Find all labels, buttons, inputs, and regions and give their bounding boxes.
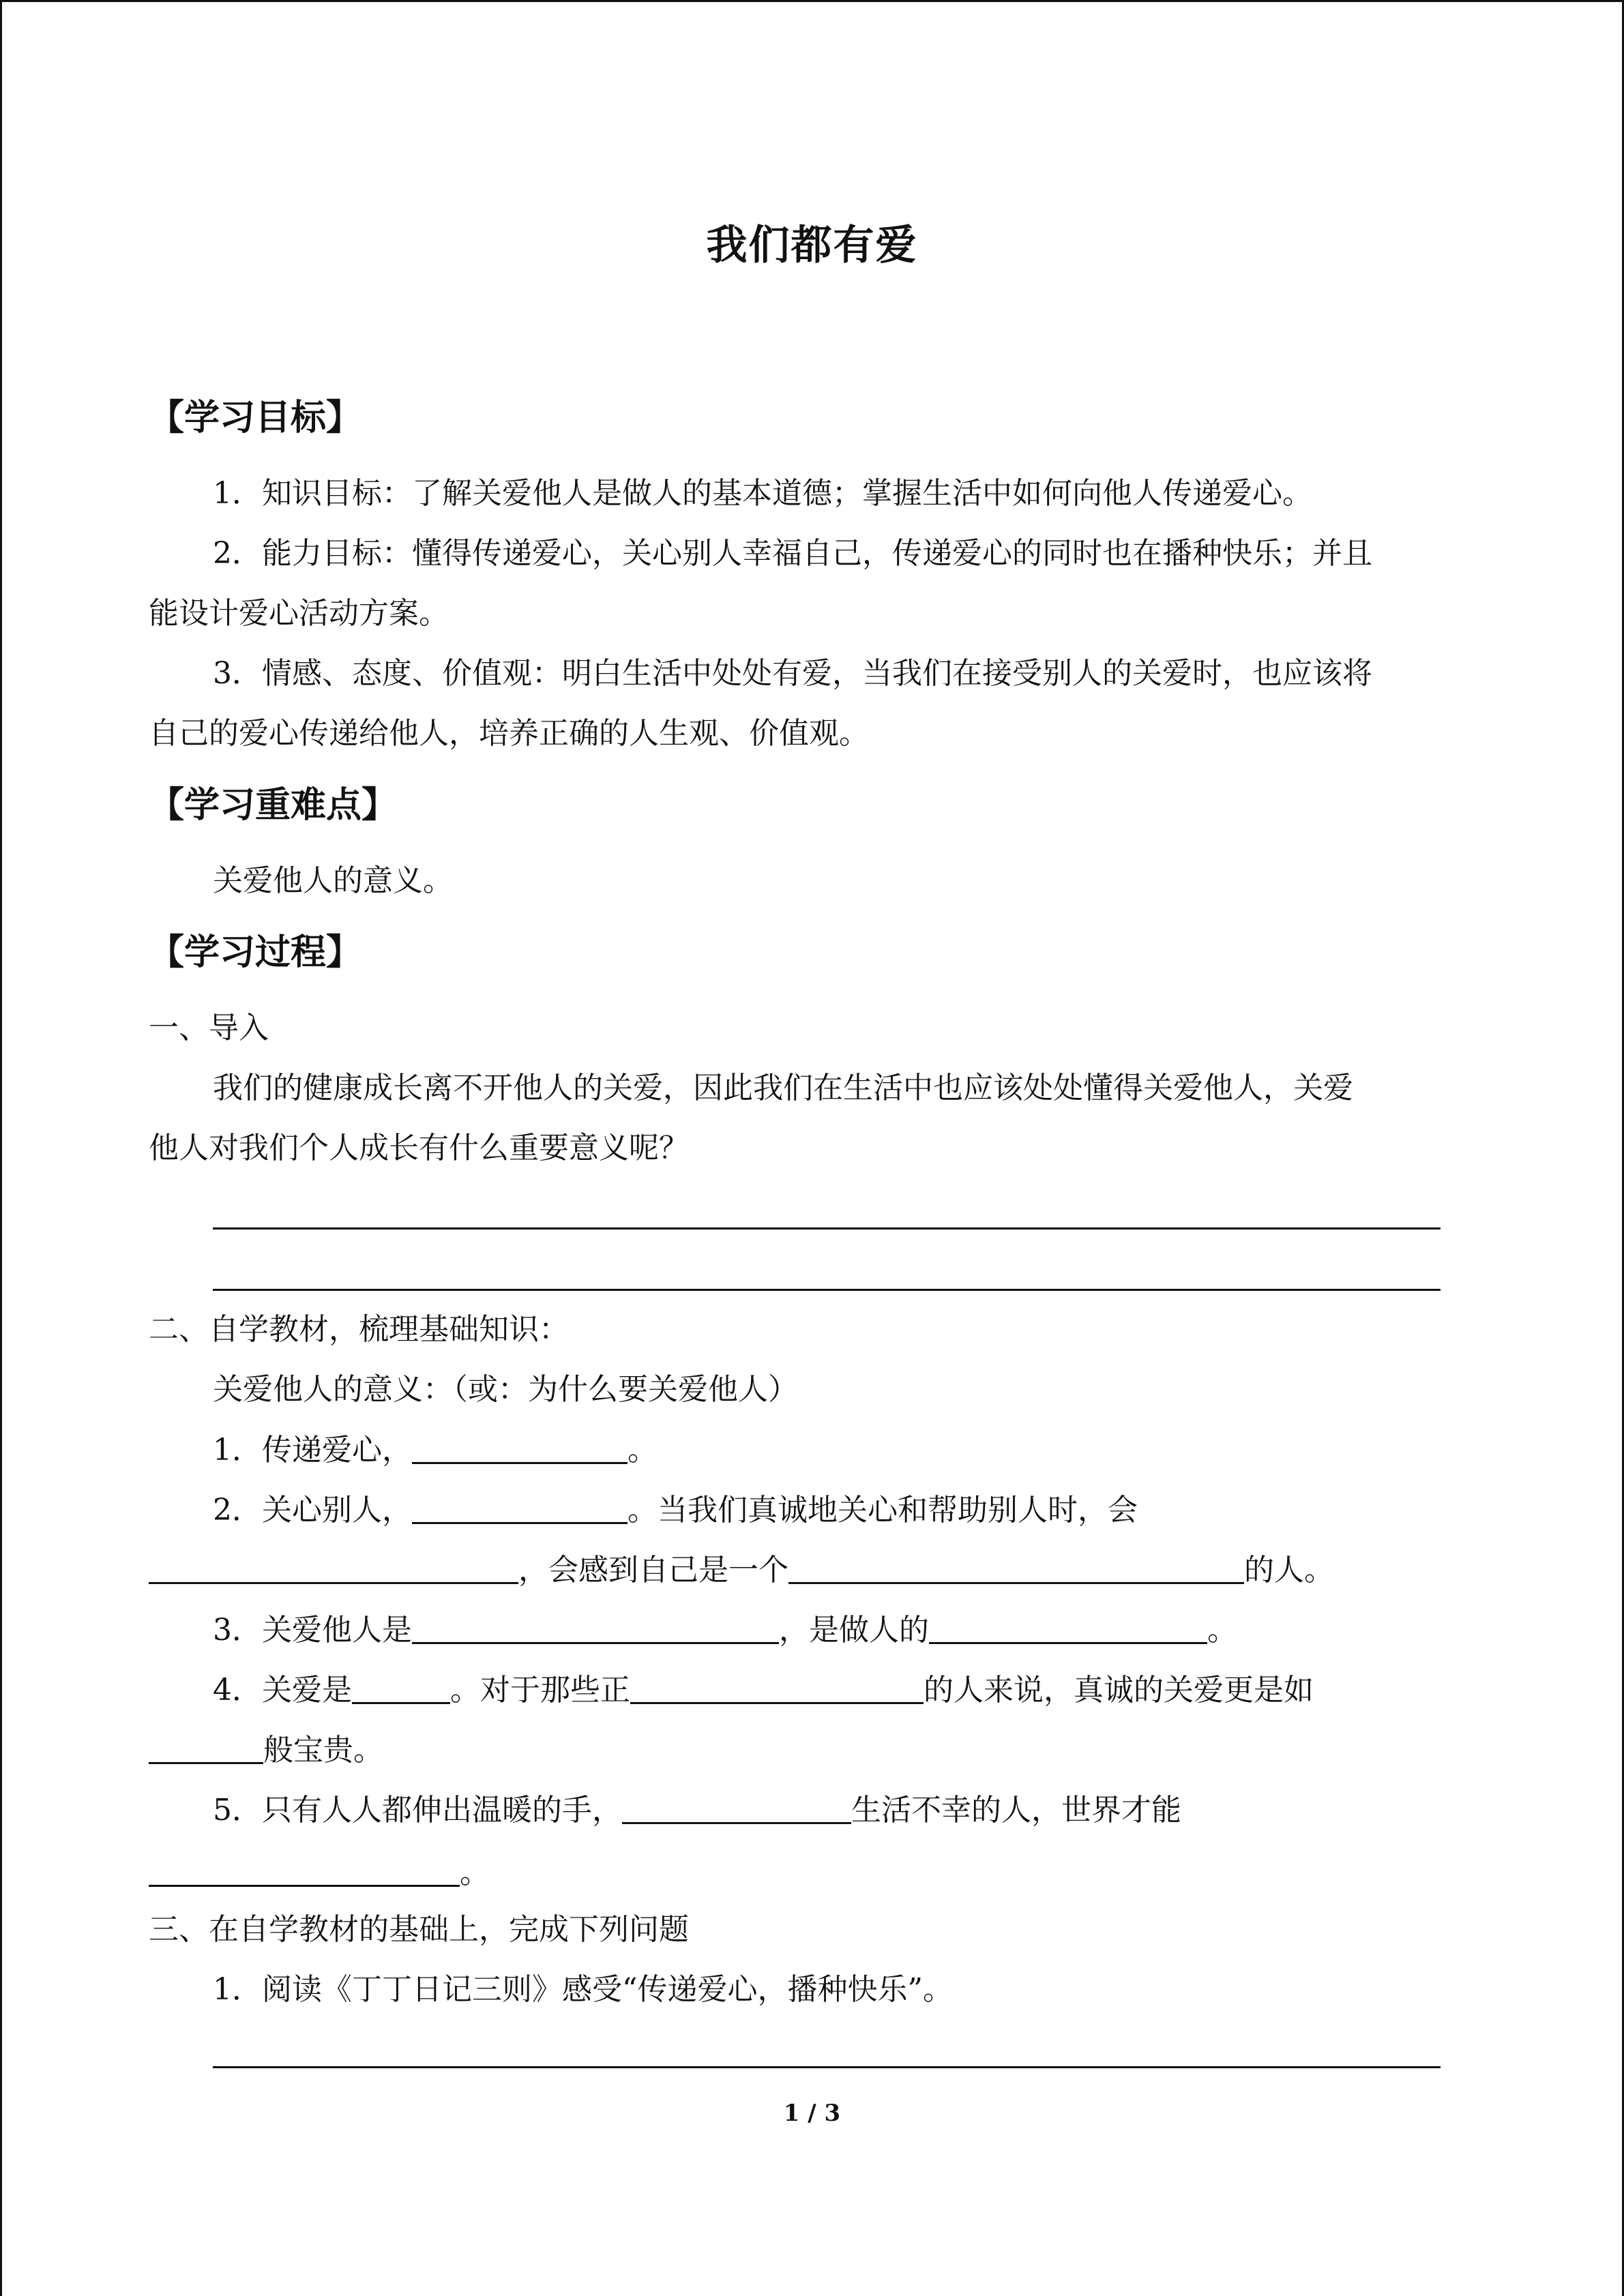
page-border-top bbox=[0, 0, 1624, 2]
fill-item-3-text-b: ，是做人的 bbox=[779, 1613, 929, 1648]
fill-item-1-text-b: 。 bbox=[628, 1433, 658, 1467]
fill-item-3-text-c: 。 bbox=[1207, 1613, 1237, 1648]
fill-item-2 bbox=[213, 1489, 1138, 1531]
fill-item-4-text-c: 的人来说，真诚的关爱更是如 bbox=[924, 1673, 1314, 1708]
section-heading-process: 【学习过程】 bbox=[149, 932, 362, 973]
fill-item-2-cont bbox=[149, 1549, 1334, 1591]
selfstudy-heading: 二、自学教材，梳理基础知识： bbox=[149, 1312, 569, 1347]
fill-item-1-text-a: 1．传递爱心， bbox=[213, 1433, 412, 1467]
blank-4-2[interactable] bbox=[630, 1669, 924, 1704]
answer-line-1[interactable] bbox=[213, 1227, 1441, 1229]
task-1: 1．阅读《丁丁日记三则》感受“传递爱心，播种快乐”。 bbox=[213, 1972, 953, 2007]
goal-3-line-2: 自己的爱心传递给他人，培养正确的人生观、价值观。 bbox=[149, 716, 869, 751]
fill-item-1 bbox=[213, 1429, 658, 1471]
blank-5-1[interactable] bbox=[622, 1789, 851, 1824]
blank-3-2[interactable] bbox=[929, 1609, 1207, 1644]
answer-line-2[interactable] bbox=[213, 1289, 1441, 1291]
blank-2-2[interactable] bbox=[149, 1549, 518, 1584]
fill-item-4-text-d: 般宝贵。 bbox=[263, 1733, 383, 1768]
keypoint-1: 关爱他人的意义。 bbox=[213, 863, 453, 898]
fill-item-4-text-a: 4．关爱是 bbox=[213, 1673, 352, 1708]
fill-item-5-text-a: 5．只有人人都伸出温暖的手， bbox=[213, 1793, 622, 1828]
fill-item-5-cont bbox=[149, 1852, 490, 1894]
page-border-left bbox=[0, 0, 2, 2296]
fill-item-2-text-b: 。当我们真诚地关心和帮助别人时，会 bbox=[628, 1493, 1138, 1527]
section-heading-keypoints: 【学习重难点】 bbox=[149, 785, 398, 826]
selfstudy-subheading: 关爱他人的意义：（或：为什么要关爱他人） bbox=[213, 1372, 798, 1407]
blank-3-1[interactable] bbox=[412, 1609, 779, 1644]
fill-item-2-text-c: ，会感到自己是一个 bbox=[518, 1553, 788, 1587]
fill-item-3-text-a: 3．关爱他人是 bbox=[213, 1613, 412, 1648]
goal-3-line-1: 3．情感、态度、价值观：明白生活中处处有爱，当我们在接受别人的关爱时，也应该将 bbox=[213, 656, 1372, 691]
page-number: 1 / 3 bbox=[783, 2100, 841, 2127]
blank-4-3[interactable] bbox=[149, 1729, 263, 1764]
answer-line-3[interactable] bbox=[213, 2066, 1441, 2068]
blank-1-1[interactable] bbox=[412, 1429, 628, 1464]
fill-item-3 bbox=[213, 1609, 1237, 1651]
goal-2-line-1: 2．能力目标：懂得传递爱心，关心别人幸福自己，传递爱心的同时也在播种快乐；并且 bbox=[213, 536, 1372, 571]
fill-item-2-text-d: 的人。 bbox=[1244, 1553, 1334, 1587]
fill-item-4-text-b: 。对于那些正 bbox=[450, 1673, 630, 1708]
blank-5-2[interactable] bbox=[149, 1852, 460, 1887]
intro-paragraph-line-1: 我们的健康成长离不开他人的关爱，因此我们在生活中也应该处处懂得关爱他人，关爱 bbox=[213, 1071, 1353, 1105]
intro-paragraph-line-2: 他人对我们个人成长有什么重要意义呢？ bbox=[149, 1131, 689, 1165]
section-heading-goals: 【学习目标】 bbox=[149, 398, 362, 438]
blank-4-1[interactable] bbox=[352, 1669, 450, 1704]
fill-item-5-text-b: 生活不幸的人，世界才能 bbox=[851, 1793, 1181, 1828]
fill-item-4 bbox=[213, 1669, 1314, 1711]
blank-2-1[interactable] bbox=[412, 1489, 628, 1524]
fill-item-5-text-c: 。 bbox=[460, 1855, 490, 1890]
tasks-heading: 三、在自学教材的基础上，完成下列问题 bbox=[149, 1912, 689, 1947]
fill-item-5 bbox=[213, 1789, 1181, 1831]
blank-2-3[interactable] bbox=[788, 1549, 1244, 1584]
goal-2-line-2: 能设计爱心活动方案。 bbox=[149, 596, 449, 631]
goal-1: 1．知识目标：了解关爱他人是做人的基本道德；掌握生活中如何向他人传递爱心。 bbox=[213, 476, 1312, 511]
fill-item-2-text-a: 2．关心别人， bbox=[213, 1493, 412, 1527]
page-title: 我们都有爱 bbox=[706, 222, 918, 269]
intro-heading: 一、导入 bbox=[149, 1011, 269, 1045]
fill-item-4-cont bbox=[149, 1729, 383, 1771]
